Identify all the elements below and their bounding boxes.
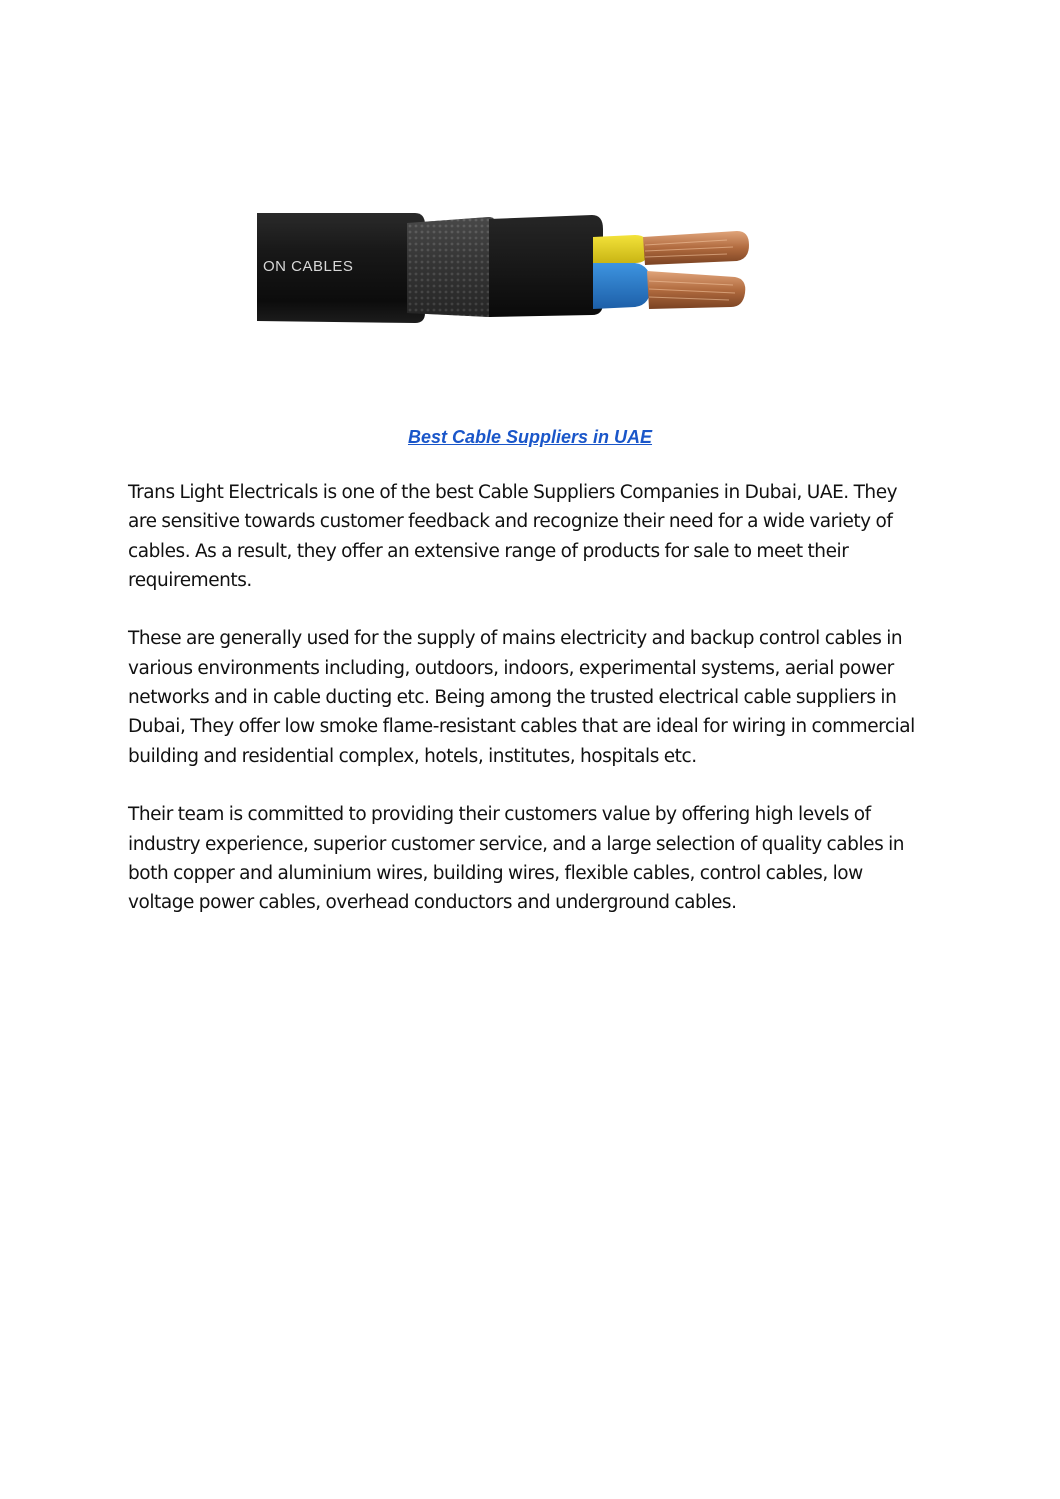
yellow-core bbox=[593, 235, 649, 263]
cable-inner-sheath bbox=[489, 215, 603, 317]
copper-conductor-top bbox=[643, 231, 749, 265]
cable-image bbox=[257, 205, 757, 330]
blue-core bbox=[593, 263, 651, 309]
paragraph-team: Their team is committed to providing their customers value by offering high levels of industry experience, superior customer service, and a large selection of quality cables in both copper and aluminium wires, building wires, flexible cables, control cables, low voltage power cables, overhead conductors and underground cables. bbox=[128, 804, 905, 914]
paragraph-usage: These are generally used for the supply of mains electricity and backup control cables in various environments including, outdoors, indoors, experimental systems, aerial power networks and in cable ducting etc. Being among the trusted electrical cable suppliers in Dubai, They offer low smoke flame-resistant cables that are ideal for wiring in commercial building and residential complex, hotels, institutes, hospitals etc. bbox=[128, 628, 915, 767]
heading-link[interactable]: Best Cable Suppliers in UAE bbox=[407, 427, 653, 447]
paragraph-intro: Trans Light Electricals is one of the best Cable Suppliers Companies in Dubai, UAE. They are sensitive towards customer feedback and recognize their need for a wide variety of cables. As a result, they offer an extensive range of products for sale to meet their requirements. bbox=[128, 482, 898, 591]
jacket-print: ON CABLES bbox=[263, 258, 354, 275]
body-text bbox=[128, 478, 928, 947]
page-heading bbox=[0, 425, 1060, 449]
